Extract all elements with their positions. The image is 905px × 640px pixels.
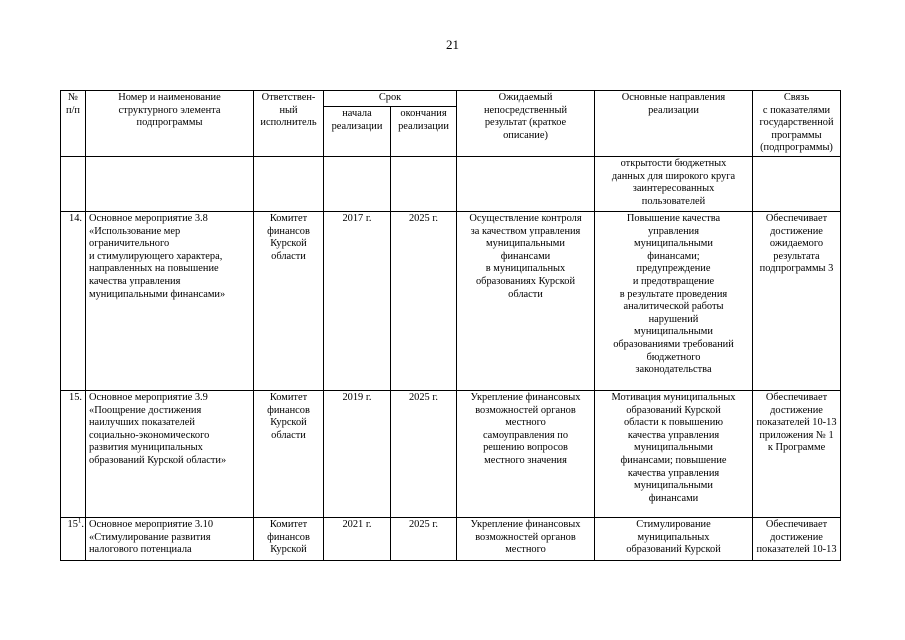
- row-link: [753, 157, 841, 212]
- header-directions-text: Основные направления реализации: [621, 92, 726, 116]
- row-directions: [595, 518, 753, 561]
- row-num-text: 15: [67, 519, 78, 530]
- row-directions-text: Мотивация муниципальных образований Курской области к повышению качества управления муниципальными финансами; повышение качества управления муниципальными финансами: [611, 392, 736, 504]
- row-link: [753, 518, 841, 561]
- row-result: [457, 157, 595, 212]
- table-row: [61, 212, 841, 391]
- header-executor-text: Ответствен- ный исполнитель: [260, 92, 317, 129]
- header-term-end: [391, 107, 457, 157]
- row-link-text: Обеспечивает достижение ожидаемого результата подпрограммы 3: [759, 213, 834, 275]
- row-directions: [595, 391, 753, 518]
- row-executor: [254, 157, 324, 212]
- row-directions: [595, 157, 753, 212]
- row-end: [391, 518, 457, 561]
- row-num-text: 14.: [69, 213, 82, 224]
- row-executor-text: Комитет финансов Курской области: [267, 213, 310, 262]
- header-result-text: Ожидаемый непосредственный результат (краткое описание): [483, 92, 568, 141]
- row-result: [457, 518, 595, 561]
- row-executor-text: Комитет финансов Курской: [267, 519, 310, 556]
- row-end: [391, 212, 457, 391]
- row-result: [457, 391, 595, 518]
- row-directions-text: Стимулирование муниципальных образований Курской: [626, 519, 721, 556]
- row-end-text: 2025 г.: [408, 519, 439, 530]
- row-result-text: Укрепление финансовых возможностей органов местного самоуправления по решению вопросов местного значения: [470, 392, 581, 466]
- row-result-text: Укрепление финансовых возможностей органов местного: [470, 519, 581, 556]
- header-term-start: [324, 107, 391, 157]
- row-num-text: 15.: [69, 392, 82, 403]
- header-num: [61, 91, 86, 157]
- header-link: [753, 91, 841, 157]
- header-num-text: № п/п: [65, 92, 80, 116]
- table-row: [61, 157, 841, 212]
- row-executor: [254, 212, 324, 391]
- row-start-text: 2017 г.: [342, 213, 372, 224]
- row-start: [324, 518, 391, 561]
- row-name: [86, 157, 254, 212]
- row-start-text: 2021 г.: [342, 519, 372, 530]
- table-row: [61, 518, 841, 561]
- row-executor: [254, 518, 324, 561]
- row-name: [86, 391, 254, 518]
- row-end: [391, 157, 457, 212]
- header-directions: [595, 91, 753, 157]
- row-executor-text: Комитет финансов Курской области: [267, 392, 310, 441]
- row-end: [391, 391, 457, 518]
- row-name-text: Основное мероприятие 3.9 «Поощрение достижения наилучших показателей социально-экономического развития муниципальных образований Курской области»: [89, 392, 227, 466]
- row-num: [61, 157, 86, 212]
- header-result: [457, 91, 595, 157]
- row-start-text: 2019 г.: [342, 392, 372, 403]
- row-directions-text: Повышение качества управления муниципальными финансами; предупреждение и предотвращение в результате проведения аналитической работы нарушений муниципальными образованиями требований бюджетного законодательства: [613, 213, 734, 376]
- header-term-end-text: окончания реализации: [398, 108, 449, 132]
- row-executor: [254, 391, 324, 518]
- table-row: [61, 391, 841, 518]
- page-number: 21: [446, 37, 459, 52]
- header-name: [86, 91, 254, 157]
- row-num-suffix: .: [81, 519, 84, 530]
- header-term-start-text: начала реализации: [331, 108, 383, 132]
- table-header-row: [61, 91, 841, 107]
- subprogram-measures-table: [60, 90, 841, 561]
- header-link-text: Связь с показателями государственной программы (подпрограммы): [759, 92, 834, 154]
- header-term: [324, 91, 457, 107]
- row-num-superscript: 1: [77, 517, 82, 525]
- row-start: [324, 157, 391, 212]
- header-executor: [254, 91, 324, 157]
- row-link-text: Обеспечивает достижение показателей 10-13: [756, 519, 837, 556]
- row-link: [753, 391, 841, 518]
- row-name: [86, 518, 254, 561]
- row-name-text: Основное мероприятие 3.10 «Стимулирование развития налогового потенциала: [89, 519, 214, 556]
- row-end-text: 2025 г.: [408, 213, 439, 224]
- row-result: [457, 212, 595, 391]
- row-num: [61, 212, 86, 391]
- row-directions: [595, 212, 753, 391]
- row-link: [753, 212, 841, 391]
- row-directions-text: открытости бюджетных данных для широкого круга заинтересованных пользователей: [611, 158, 736, 207]
- row-end-text: 2025 г.: [408, 392, 439, 403]
- row-num: [61, 391, 86, 518]
- row-name-text: Основное мероприятие 3.8 «Использование мер ограничительного и стимулирующего характера, направленных на повышение качества управления муниципальными финансами»: [89, 213, 226, 300]
- header-name-text: Номер и наименование структурного элемента подпрограммы: [118, 92, 221, 129]
- row-name: [86, 212, 254, 391]
- row-num: [61, 518, 86, 561]
- header-term-text: Срок: [378, 92, 402, 103]
- row-link-text: Обеспечивает достижение показателей 10-13 приложения № 1 к Программе: [756, 392, 837, 454]
- row-start: [324, 212, 391, 391]
- row-result-text: Осуществление контроля за качеством управления муниципальными финансами в муниципальных образованиях Курской области: [469, 213, 582, 300]
- row-start: [324, 391, 391, 518]
